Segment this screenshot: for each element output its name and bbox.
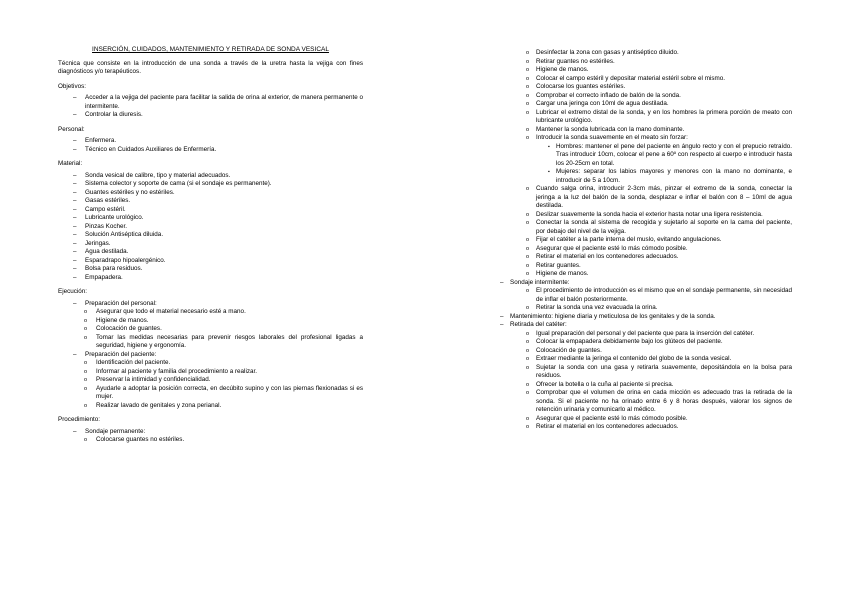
- list-item: o Desinfectar la zona con gasas y antiséptico diluido.: [500, 49, 792, 58]
- sondaje-intermitente-items: [500, 287, 792, 313]
- list-item: – Campo estéril.: [58, 206, 363, 215]
- personal-list: [58, 137, 363, 154]
- list-item: [58, 351, 363, 360]
- list-item: ▪ Mujeres: separar los labios mayores y menores con la mano no dominante, e introducir de 5 a 10cm.: [500, 168, 792, 185]
- personal-heading: Personal:: [58, 125, 85, 133]
- objetivos-list: [58, 94, 363, 120]
- list-item: o Tomar las medidas necesarias para prevenir riesgos laborales del profesional ligadas a seguridad, higiene y ergonomía.: [58, 334, 363, 351]
- list-item: o Retirar la sonda una vez evacuada la orina.: [500, 304, 792, 313]
- list-item: o Retirar el material en los contenedores adecuados.: [500, 253, 792, 262]
- list-item: ▪ Hombres: mantener el pene del paciente en ángulo recto y con el prepucio retraído. Tras introducir 10cm, colocar el pene a 60º con respecto al cuerpo e introducir hasta los 20-25cm en total.: [500, 143, 792, 169]
- list-item: – Sistema colector y soporte de cama (si el sondaje es permanente).: [58, 180, 363, 189]
- intro-paragraph: Técnica que consiste en la introducción de una sonda a través de la uretra hasta la vejiga con fines diagnósticos y/o terapéuticos.: [58, 59, 363, 75]
- list-item: o Higiene de manos.: [500, 66, 792, 75]
- list-item: o Retirar guantes no estériles.: [500, 58, 792, 67]
- list-item: – Técnico en Cuidados Auxiliares de Enfermería.: [58, 146, 363, 155]
- list-item: o Mantener la sonda lubricada con la mano dominante.: [500, 126, 792, 135]
- list-item: – Bolsa para residuos.: [58, 265, 363, 274]
- list-item: o Colocarse los guantes estériles.: [500, 83, 792, 92]
- list-item: o Ofrecer la botella o la cuña al paciente si precisa.: [500, 381, 792, 390]
- prep-personal-list: [58, 308, 363, 351]
- list-item: o Conectar la sonda al sistema de recogida y sujetarlo al soporte en la cama del paciente, por debajo del nivel de la vejiga.: [500, 219, 792, 236]
- ejecucion-list-2: [58, 351, 363, 360]
- list-item: o Colocar el campo estéril y depositar material estéril sobre el mismo.: [500, 75, 792, 84]
- procedimiento-heading: Procedimiento:: [58, 416, 100, 423]
- list-item: – Guantes estériles y no estériles.: [58, 189, 363, 198]
- list-item: – Retirada del catéter:: [500, 321, 792, 330]
- mantenimiento-list: [500, 313, 792, 330]
- ejecucion-heading: Ejecución:: [58, 288, 88, 295]
- sondaje-permanente-label: Sondaje permanente:: [85, 427, 146, 435]
- retirada-list: [500, 330, 792, 432]
- left-column: [58, 46, 363, 445]
- list-item: o Introducir la sonda suavemente en el meato sin forzar:: [500, 134, 792, 143]
- list-item: o Colocación de guantes.: [500, 347, 792, 356]
- list-item: o Colocación de guantes.: [58, 325, 363, 334]
- prep-paciente-list: [58, 359, 363, 410]
- list-item: o Identificación del paciente.: [58, 359, 363, 368]
- list-item: o Retirar guantes.: [500, 262, 792, 271]
- list-item: – Jeringas.: [58, 240, 363, 249]
- list-item: o El procedimiento de introducción es el mismo que en el sondaje permanente, sin necesidad de inflar el balón posteriormente.: [500, 287, 792, 304]
- list-item: o Colocarse guantes no estériles.: [58, 436, 363, 445]
- sondaje-intermitente-list: [500, 279, 792, 288]
- list-item: [58, 428, 363, 437]
- list-item: o Asegurar que todo el material necesario esté a mano.: [58, 308, 363, 317]
- list-item: o Asegurar que el paciente esté lo más cómodo posible.: [500, 245, 792, 254]
- sondaje-permanente-list-start: [58, 436, 363, 445]
- list-item: – Acceder a la vejiga del paciente para facilitar la salida de orina al exterior, de manera permanente o intermitente.: [58, 94, 363, 111]
- material-list: [58, 172, 363, 283]
- document-title: INSERCIÓN, CUIDADOS, MANTENIMIENTO Y RETIRADA DE SONDA VESICAL: [92, 46, 329, 53]
- list-item: o Comprobar el correcto inflado de balón de la sonda.: [500, 92, 792, 101]
- list-item: o Asegurar que el paciente esté lo más cómodo posible.: [500, 415, 792, 424]
- list-item: o Lubricar el extremo distal de la sonda, y en los hombres la primera porción de meato con lubricante urológico.: [500, 109, 792, 126]
- list-item: o Deslizar suavemente la sonda hacia el exterior hasta notar una ligera resistencia.: [500, 211, 792, 220]
- list-item: o Ayudarle a adoptar la posición correcta, en decúbito supino y con las piernas flexionadas si es mujer.: [58, 385, 363, 402]
- list-item: – Esparadrapo hipoalergénico.: [58, 257, 363, 266]
- material-heading: Material:: [58, 160, 83, 167]
- list-item: – Agua destilada.: [58, 248, 363, 257]
- procedimiento-list: [58, 428, 363, 437]
- list-item: – Lubricante urológico.: [58, 214, 363, 223]
- list-item: – Controlar la diuresis.: [58, 111, 363, 120]
- objetivos-heading: Objetivos:: [58, 82, 86, 90]
- list-item: o Cargar una jeringa con 10ml de agua destilada.: [500, 100, 792, 109]
- list-item: – Sondaje intermitente:: [500, 279, 792, 288]
- list-item: o Extraer mediante la jeringa el contenido del globo de la sonda vesical.: [500, 355, 792, 364]
- list-item: o Preservar la intimidad y confidencialidad.: [58, 376, 363, 385]
- list-item: – Mantenimiento: higiene diaria y meticulosa de los genitales y de la sonda.: [500, 313, 792, 322]
- list-item: o Retirar el material en los contenedores adecuados.: [500, 423, 792, 432]
- list-item: – Solución Antiséptica diluida.: [58, 231, 363, 240]
- prep-personal-label: Preparación del personal:: [85, 299, 157, 307]
- list-item: o Informar al paciente y familia del procedimiento a realizar.: [58, 368, 363, 377]
- list-item: o Fijar el catéter a la parte interna del muslo, evitando angulaciones.: [500, 236, 792, 245]
- list-item: – Pinzas Kocher.: [58, 223, 363, 232]
- sondaje-permanente-list-end: [500, 185, 792, 279]
- list-item: o Comprobar que el volumen de orina en cada micción es adecuado tras la retirada de la sonda. Si el paciente no ha orinado entre 6 y 8 horas después, valorar los signos de retención urinaria y comunicarlo al médico.: [500, 389, 792, 415]
- list-item: o Realizar lavado de genitales y zona perianal.: [58, 402, 363, 411]
- list-item: o Colocar la empapadera debidamente bajo los glúteos del paciente.: [500, 338, 792, 347]
- list-item: o Sujetar la sonda con una gasa y retirarla suavemente, depositándola en la bolsa para residuos.: [500, 364, 792, 381]
- list-item: o Cuando salga orina, introducir 2-3cm más, pinzar el extremo de la sonda, conectar la jeringa a la luz del balón de la sonda, desplazar e inflar el balón con 8 – 10ml de agua destilada.: [500, 185, 792, 211]
- list-item: o Higiene de manos.: [58, 317, 363, 326]
- list-item: o Higiene de manos.: [500, 270, 792, 279]
- list-item: o Igual preparación del personal y del paciente que para la inserción del catéter.: [500, 330, 792, 339]
- list-item: – Sonda vesical de calibre, tipo y material adecuados.: [58, 172, 363, 181]
- sondaje-permanente-list-cont: [500, 49, 792, 143]
- ejecucion-list: [58, 300, 363, 309]
- list-item: – Gasas estériles.: [58, 197, 363, 206]
- list-item: – Empapadera.: [58, 274, 363, 283]
- introduction-sublist: [500, 143, 792, 186]
- prep-paciente-label: Preparación del paciente:: [85, 350, 157, 358]
- right-column: [500, 49, 792, 432]
- list-item: [58, 300, 363, 309]
- list-item: – Enfermera.: [58, 137, 363, 146]
